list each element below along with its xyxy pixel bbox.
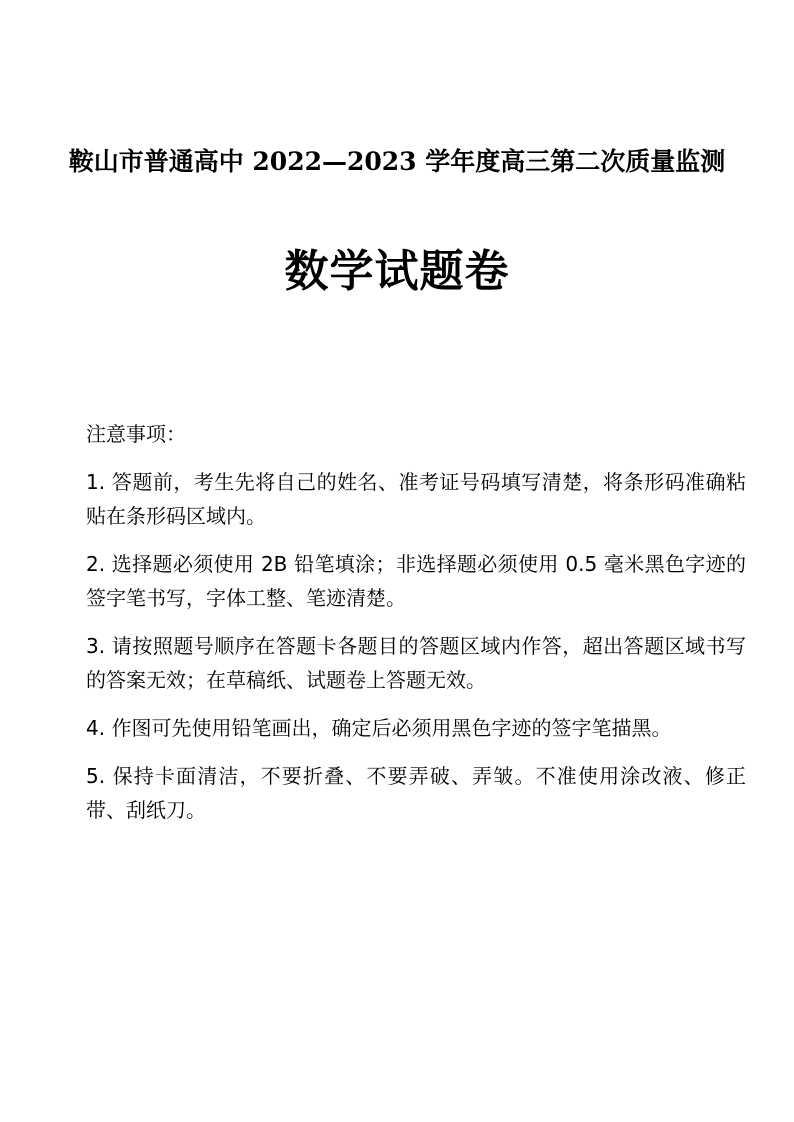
instruction-item-4: 4. 作图可先使用铅笔画出，确定后必须用黑色字迹的签字笔描黑。: [86, 716, 672, 740]
exam-header: 鞍山市普通高中 2022—2023 学年度高三第二次质量监测: [68, 147, 726, 176]
instructions-heading: 注意事项：: [86, 422, 186, 446]
instruction-item-2: 2. 选择题必须使用 2B 铅笔填涂；非选择题必须使用 0.5 毫米黑色字迹的签字笔书写，字体工整、笔迹清楚。: [86, 552, 746, 610]
exam-title: 数学试题卷: [284, 246, 510, 297]
instruction-item-1: 1. 答题前，考生先将自己的姓名、准考证号码填写清楚，将条形码准确粘贴在条形码区域内。: [86, 470, 746, 528]
instructions-section: [86, 417, 746, 841]
instruction-item-5: 5. 保持卡面清洁，不要折叠、不要弄破、弄皱。不准使用涂改液、修正带、刮纸刀。: [86, 764, 746, 822]
instruction-item-3: 3. 请按照题号顺序在答题卡各题目的答题区域内作答，超出答题区域书写的答案无效；在草稿纸、试题卷上答题无效。: [86, 634, 746, 692]
